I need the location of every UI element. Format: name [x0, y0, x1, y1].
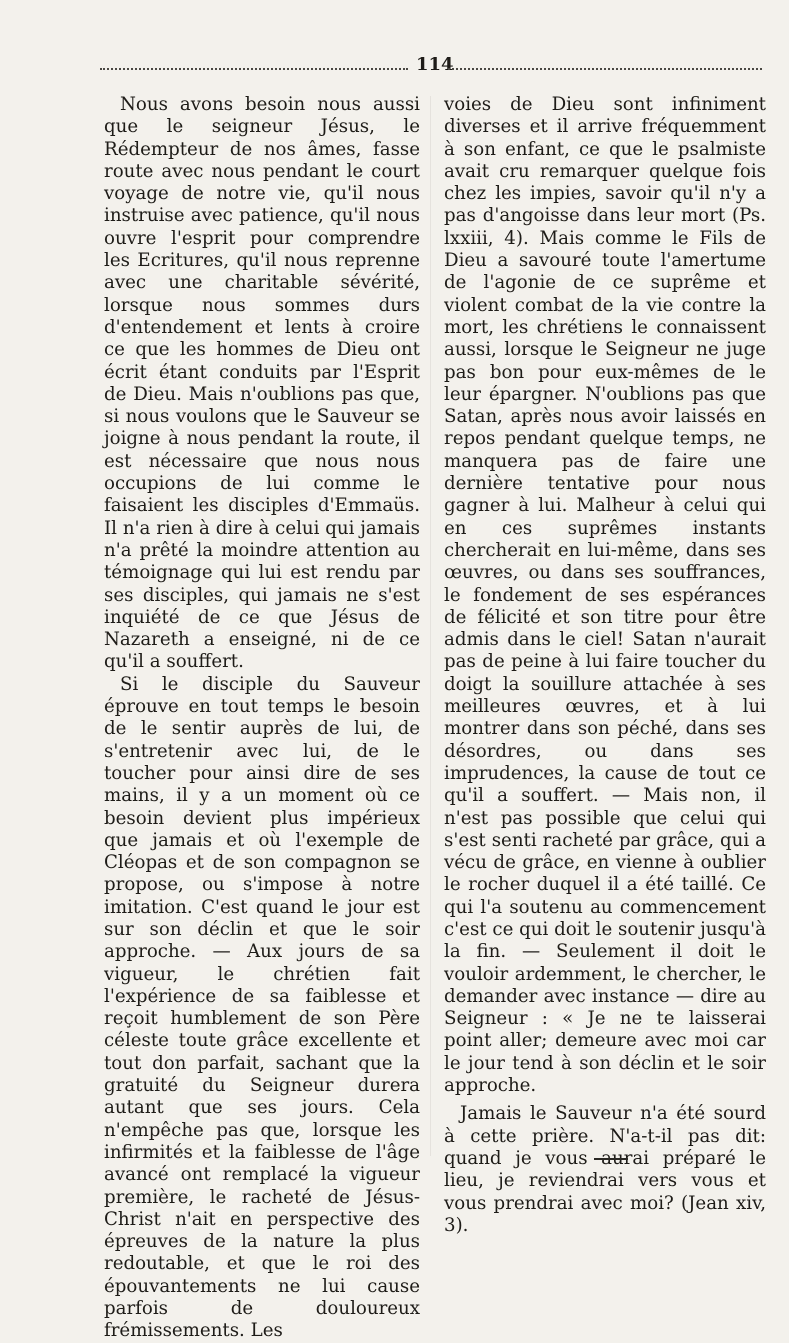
- column-gutter: [430, 96, 431, 1156]
- right-column: [444, 94, 766, 1237]
- page-header: [100, 54, 762, 78]
- right-paragraph-1: voies de Dieu sont infiniment diverses et il arrive fréquemment à son enfant, ce que le psalmiste avait cru remarquer quelque fois chez les impies, savoir qu'il n'y a pas d'angoisse dans leur mort (Ps. lxxiii, 4). Mais comme le Fils de Dieu a savouré toute l'amertume de l'agonie de ce suprême et violent combat de la vie contre la mort, les chrétiens le connaissent aussi, lorsque le Seigneur ne juge pas bon pour eux-mêmes de le leur épargner. N'oublions pas que Satan, après nous avoir laissés en repos pendant quelque temps, ne manquera pas de faire une dernière tentative pour nous gagner à lui. Malheur à celui qui en ces suprêmes instants chercherait en lui-même, dans ses œuvres, ou dans ses souffrances, le fondement de ses espérances de félicité et son titre pour être admis dans le ciel! Satan n'aurait pas de peine à lui faire toucher du doigt la souillure attachée à ses meilleures œuvres, et à lui montrer dans son péché, dans ses désordres, ou dans ses imprudences, la cause de tout ce qu'il a souffert. — Mais non, il n'est pas possible que celui qui s'est senti racheté par grâce, qui a vécu de grâce, en vienne à oublier le rocher duquel il a été taillé. Ce qui l'a soutenu au commencement c'est ce qui doit le soutenir jusqu'à la fin. — Seulement il doit le vouloir ardemment, le chercher, le demander avec instance — dire au Seigneur : « Je ne te laisserai point aller; demeure avec moi car le jour tend à son déclin et le soir approche.: [444, 94, 766, 1097]
- header-rule-left: [100, 68, 408, 70]
- right-paragraph-2: Jamais le Sauveur n'a été sourd à cette prière. N'a-t-il pas dit: quand je vous aurai préparé le lieu, je reviendrai vers vous et vous prendrai avec moi? (Jean xiv, 3).: [444, 1103, 766, 1236]
- header-rule-right: [448, 68, 762, 70]
- left-paragraph-1: Nous avons besoin nous aussi que le seigneur Jésus, le Rédempteur de nos âmes, fasse route avec nous pendant le court voyage de notre vie, qu'il nous instruise avec patience, qu'il nous ouvre l'esprit pour comprendre les Ecritures, qu'il nous reprenne avec une charitable sévérité, lorsque nous sommes durs d'entendement et lents à croire ce que les hommes de Dieu ont écrit étant conduits par l'Esprit de Dieu. Mais n'oublions pas que, si nous voulons que le Sauveur se joigne à nous pendant la route, il est nécessaire que nous nous occupions de lui comme le faisaient les disciples d'Emmaüs. Il n'a rien à dire à celui qui jamais n'a prêté la moindre attention au témoignage qui lui est rendu par ses disciples, qui jamais ne s'est inquiété de ce que Jésus de Nazareth a enseigné, ni de ce qu'il a souffert.: [104, 94, 420, 673]
- left-paragraph-2: Si le disciple du Sauveur éprouve en tout temps le besoin de le sentir auprès de lui, de s'entretenir avec lui, de le toucher pour ainsi dire de ses mains, il y a un moment où ce besoin devient plus impérieux que jamais et où l'exemple de Cléopas et de son compagnon se propose, ou s'impose à notre imitation. C'est quand le jour est sur son déclin et que le soir approche. — Aux jours de sa vigueur, le chrétien fait l'expérience de sa faiblesse et reçoit humblement de son Père céleste toute grâce excellente et tout don parfait, sachant que la gratuité du Seigneur durera autant que ses jours. Cela n'empêche pas que, lorsque les infirmités et la faiblesse de l'âge avancé ont remplacé la vigueur première, le racheté de Jésus-Christ n'ait en perspective des épreuves de la nature la plus redoutable, et que le roi des épouvantements ne lui cause parfois de douloureux frémissements. Les: [104, 673, 420, 1342]
- left-column: [104, 94, 420, 1343]
- page-number: 114: [416, 54, 454, 75]
- end-divider: [594, 1158, 628, 1160]
